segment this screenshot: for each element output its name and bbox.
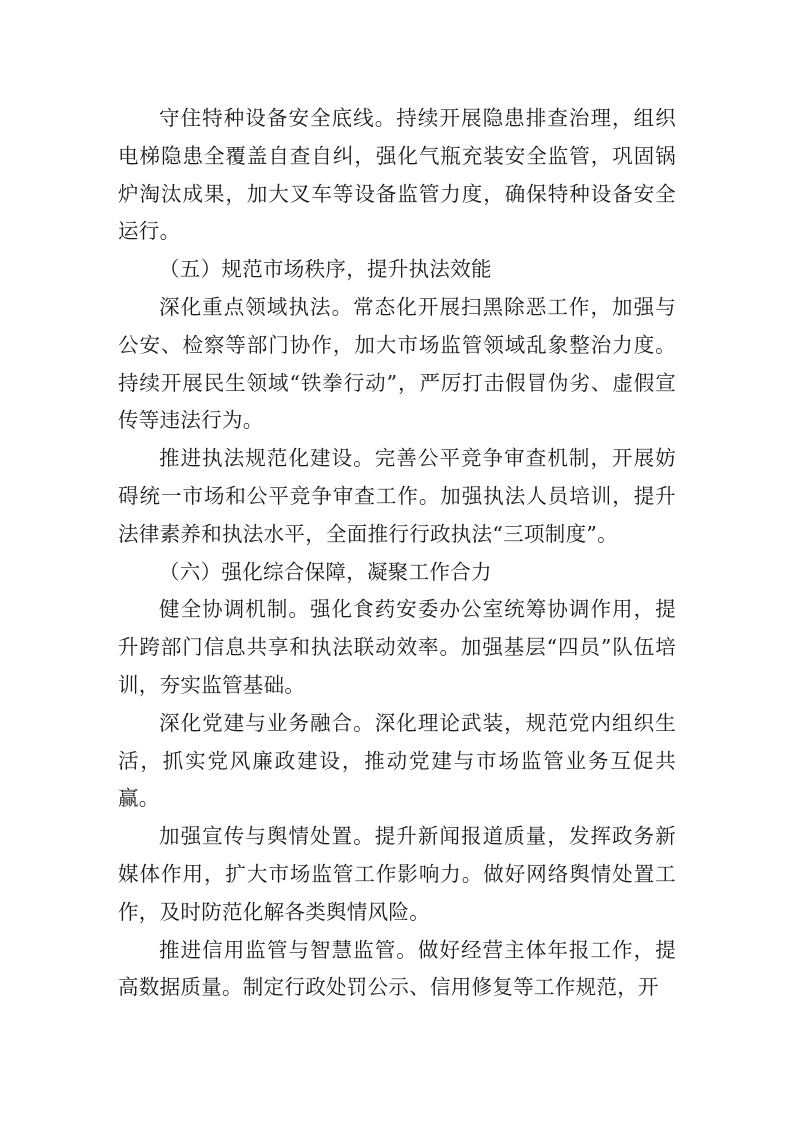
paragraph-party-building: 深化党建与业务融合。深化理论武装，规范党内组织生活，抓实党风廉政建设，推动党建与市场监管业务互促共赢。 — [118, 710, 676, 811]
section-heading-6: （六）强化综合保障，凝聚工作合力 — [159, 559, 492, 584]
document-body — [118, 100, 676, 1007]
section-heading-5: （五）规范市场秩序，提升执法效能 — [159, 257, 492, 282]
paragraph-key-area-enforcement: 深化重点领域执法。常态化开展扫黑除恶工作，加强与公安、检察等部门协作，加大市场监管领域乱象整治力度。持续开展民生领域“铁拳行动”，严厉打击假冒伪劣、虚假宣传等违法行为。 — [118, 294, 676, 433]
paragraph-publicity-opinion: 加强宣传与舆情处置。提升新闻报道质量，发挥政务新媒体作用，扩大市场监管工作影响力。做好网络舆情处置工作，及时防范化解各类舆情风险。 — [118, 824, 676, 924]
paragraph-special-equipment-safety: 守住特种设备安全底线。持续开展隐患排查治理，组织电梯隐患全覆盖自查自纠，强化气瓶充装安全监管，巩固锅炉淘汰成果，加大叉车等设备监管力度，确保特种设备安全运行。 — [118, 106, 676, 244]
paragraph-credit-smart-supervision: 推进信用监管与智慧监管。做好经营主体年报工作，提高数据质量。制定行政处罚公示、信用修复等工作规范，开 — [118, 937, 676, 1000]
paragraph-enforcement-standardization: 推进执法规范化建设。完善公平竞争审查机制，开展妨碍统一市场和公平竞争审查工作。加强执法人员培训，提升法律素养和执法水平，全面推行行政执法“三项制度”。 — [118, 446, 676, 546]
paragraph-coordination-mechanism: 健全协调机制。强化食药安委办公室统筹协调作用，提升跨部门信息共享和执法联动效率。加强基层“四员”队伍培训，夯实监管基础。 — [118, 597, 676, 697]
